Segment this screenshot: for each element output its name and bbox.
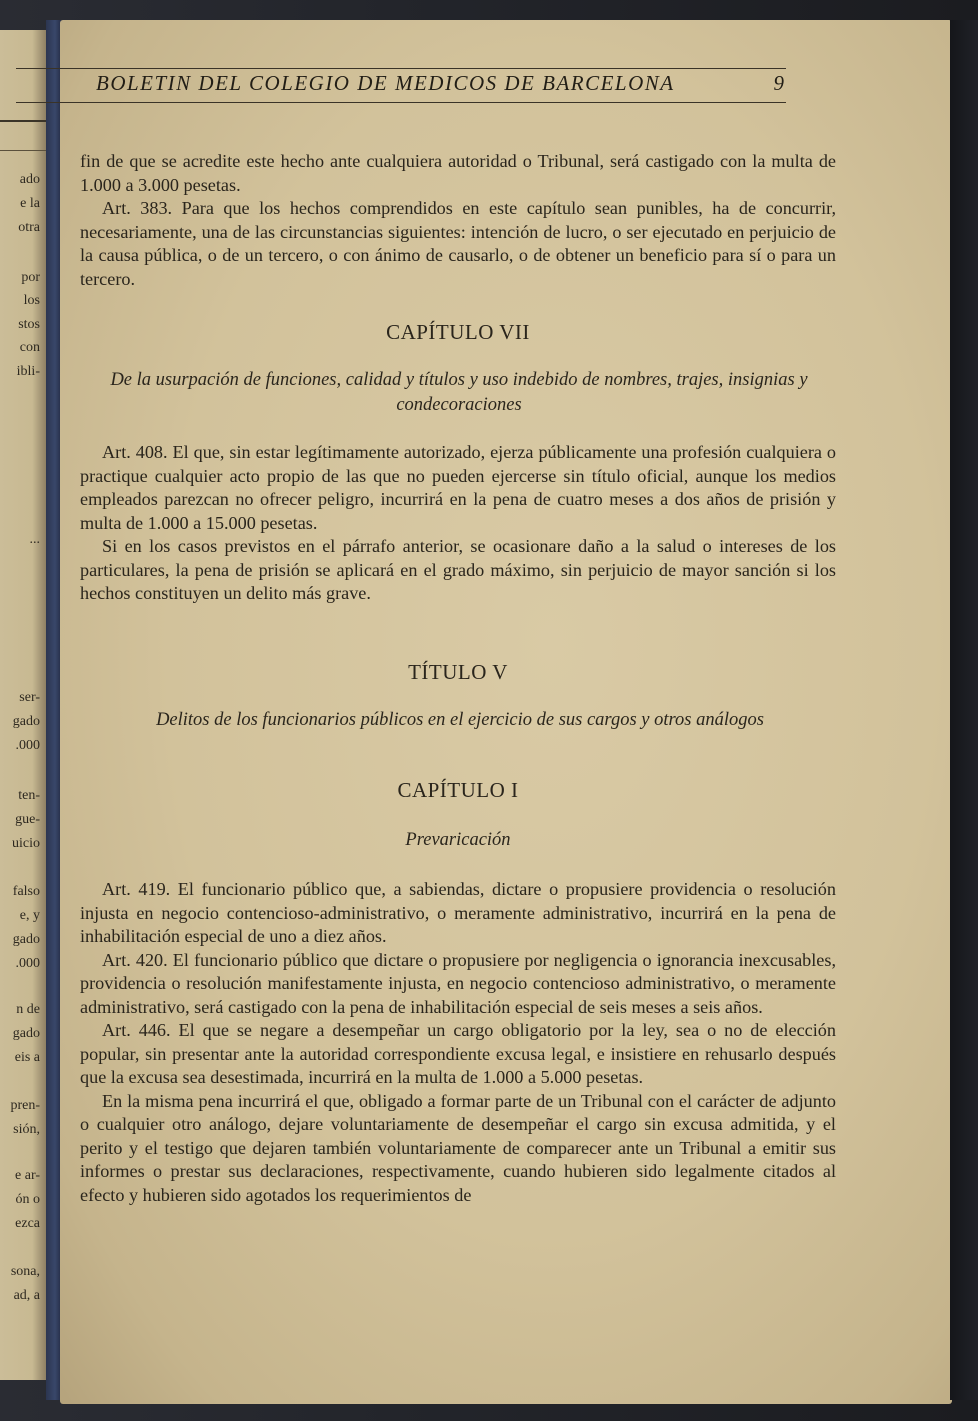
facing-fragment: ón o bbox=[15, 1192, 40, 1207]
chapter-vii-heading: CAPÍTULO VII bbox=[386, 320, 530, 344]
facing-page-strip bbox=[0, 30, 46, 1380]
facing-fragment: gado bbox=[12, 932, 40, 947]
facing-fragment: ado bbox=[19, 172, 40, 187]
facing-fragment: uicio bbox=[12, 836, 40, 851]
facing-fragment: .000 bbox=[15, 738, 40, 753]
facing-fragment: ser- bbox=[19, 690, 40, 705]
title-v-heading: TÍTULO V bbox=[408, 660, 508, 684]
facing-fragment: e ar- bbox=[15, 1168, 40, 1183]
text-block-1 bbox=[80, 150, 836, 291]
facing-fragment: ibli- bbox=[16, 364, 40, 379]
facing-fragment: n de bbox=[16, 1002, 40, 1017]
facing-fragment: sión, bbox=[13, 1122, 40, 1137]
facing-fragment: .000 bbox=[15, 956, 40, 971]
facing-fragment: ad, a bbox=[13, 1288, 40, 1303]
paragraph-art-446: Art. 446. El que se negare a desempeñar un cargo obligatorio por la ley, sea o no de elección popular, sin presentar ante la autoridad correspondiente excusa legal, e insistiere en rehusarlo después que la excusa sea desestimada, incurrirá en la multa de 1.000 a 5.000 pesetas. bbox=[80, 1020, 836, 1087]
facing-fragment: ten- bbox=[18, 788, 40, 803]
facing-fragment: gue- bbox=[15, 812, 40, 827]
facing-page-rule bbox=[0, 120, 46, 122]
facing-fragment: stos bbox=[18, 317, 40, 332]
paragraph-art-408: Art. 408. El que, sin estar legítimamente autorizado, ejerza públicamente una profesión cualquiera o practique cualquier acto propio de las que no pueden ejercerse sin título oficial, aunque los medios empleados parezcan no ofrecer peligro, incurrirá en la pena de cuatro meses a dos años de prisión y multa de 1.000 a 15.000 pesetas. bbox=[80, 442, 836, 533]
page-edge bbox=[950, 20, 978, 1400]
facing-fragment: sona, bbox=[10, 1264, 40, 1279]
paragraph: Si en los casos previstos en el párrafo anterior, se ocasionare daño a la salud o intereses de los particulares, la pena de prisión se aplicará en el grado máximo, sin perjuicio de mayor sanción si los hechos constituyen un delito más grave. bbox=[80, 536, 836, 603]
facing-fragment: por bbox=[21, 270, 40, 285]
header-rule bbox=[16, 102, 786, 103]
facing-fragment: pren- bbox=[10, 1098, 40, 1113]
facing-fragment: eis a bbox=[14, 1050, 40, 1065]
facing-fragment: los bbox=[23, 293, 40, 308]
paragraph-art-419: Art. 419. El funcionario público que, a sabiendas, dictare o propusiere providencia o resolución injusta en negocio contencioso-administrativo, o meramente administrativo, incurrirá en la pena de inhabilitación especial de uno a diez años. bbox=[80, 879, 836, 946]
header-rule bbox=[16, 68, 786, 69]
chapter-i-heading: CAPÍTULO I bbox=[397, 778, 519, 802]
facing-fragment: ezca bbox=[15, 1216, 40, 1231]
text-block-3 bbox=[80, 878, 836, 1207]
paragraph-art-420: Art. 420. El funcionario público que dictare o propusiere por negligencia o ignorancia inexcusables, providencia o resolución manifestamente injusta, en negocio contencioso administrativo, o meramente administrativo, será castigado con la pena de inhabilitación especial de seis meses a seis años. bbox=[80, 949, 836, 1017]
facing-fragment: con bbox=[19, 340, 40, 355]
facing-fragment: e la bbox=[20, 196, 40, 211]
paragraph: En la misma pena incurrirá el que, obligado a formar parte de un Tribunal con el carácter de adjunto o cualquier otro análogo, dejare voluntariamente de desempeñar el cargo sin excusa admitida, y el perito y el testigo que dejaren también voluntariamente de comparecer ante un Tribunal a emitir sus informes o prestar sus declaraciones, respectivamente, cuando hubieren sido legalmente citados al efecto y hubieren sido agotados los requerimientos de bbox=[80, 1090, 836, 1205]
title-v-subtitle: Delitos de los funcionarios públicos en el ejercicio de sus cargos y otros análogos bbox=[156, 710, 764, 730]
facing-page-rule bbox=[0, 150, 46, 151]
chapter-vii-subtitle: De la usurpación de funciones, calidad y títulos y uso indebido de nombres, trajes, insignias y condecoraciones bbox=[110, 370, 808, 415]
chapter-i-subtitle: Prevaricación bbox=[405, 830, 511, 850]
facing-fragment: ... bbox=[29, 532, 40, 547]
facing-fragment: gado bbox=[12, 1026, 40, 1041]
page-number: 9 bbox=[773, 71, 784, 95]
facing-fragment: otra bbox=[18, 220, 40, 235]
facing-fragment: falso bbox=[12, 884, 40, 899]
facing-fragment: e, y bbox=[19, 908, 40, 923]
facing-fragment: gado bbox=[12, 714, 40, 729]
paragraph: fin de que se acredite este hecho ante cualquiera autoridad o Tribunal, será castigado con la multa de 1.000 a 3.000 pesetas. bbox=[80, 151, 836, 195]
running-header bbox=[16, 68, 786, 104]
paragraph-art-383: Art. 383. Para que los hechos comprendidos en este capítulo sean punibles, ha de concurrir, necesariamente, una de las circunstancias siguientes: intención de lucro, o ser ejecutado en perjuicio de la causa pública, o de un tercero, o con ánimo de causarlo, o de obtener un beneficio para sí o para un tercero. bbox=[80, 198, 836, 289]
text-block-2 bbox=[80, 441, 836, 606]
journal-title: BOLETIN DEL COLEGIO DE MEDICOS DE BARCELONA bbox=[96, 71, 675, 95]
